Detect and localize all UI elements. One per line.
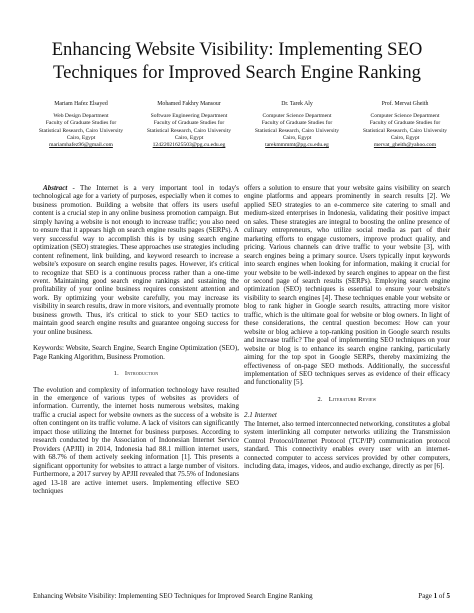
author-email-link[interactable]: 12422021625503@pg.cu.edu.eg <box>152 142 226 149</box>
section-number: 1. <box>113 370 119 378</box>
author-affiliation: Statistical Research, Cairo University <box>362 127 448 134</box>
paper-title <box>20 38 454 84</box>
page-label: Page <box>418 592 434 600</box>
author-1 <box>30 101 132 149</box>
author-dept: Software Engineering Department <box>150 113 228 120</box>
author-affiliation: Statistical Research, Cairo University <box>38 127 124 134</box>
title-line-1: Enhancing Website Visibility: Implementing SEO <box>51 39 423 60</box>
author-affiliation: Faculty of Graduate Studies for <box>369 120 441 127</box>
page-number <box>418 592 450 600</box>
page-of: of <box>437 592 447 600</box>
author-email-link[interactable]: mervat_gheith@yahoo.com <box>373 142 437 149</box>
author-location: Cairo, Egypt <box>390 134 420 141</box>
abstract-text: - The Internet is a very important tool in today's technological age for a variety of purposes, especially when it comes to business promotion. Building a website that offers its users useful content is a crucial step in any online business promotion campaign. But simply having a website is not enough to increase traffic; you also need to ensure that it appears high on search engine results pages (SERPs). A very successful way to accomplish this is by using search engine optimization (SEO) strategies. These approaches use strategies including content refinement, link building, and keyword research to increase a website's exposure on search engine results pages. However, it's critical to recognize that SEO is a continuous process rather than a one-time event. Maintaining good search engine rankings and sustaining the profitability of your online business requires consistent attention and work. By optimizing your website carefully, you may increase its visibility in search results, draw in more visitors, and eventually promote business growth. Thus, it's critical to stick to your SEO tactics to maintain good search engine results and guarantee ongoing success for your online business. <box>33 184 239 336</box>
abstract-paragraph <box>33 184 239 336</box>
author-name: Mariam Hafez Elsayed <box>54 101 108 107</box>
footer-title: Enhancing Website Visibility: Implementing SEO Techniques for Improved Search Engine Ranking <box>33 592 313 600</box>
author-email-link[interactable]: tarekmmmmt@pg.cu.edu.eg <box>265 142 329 149</box>
author-affiliation: Statistical Research, Cairo University <box>146 127 232 134</box>
internet-paragraph: The Internet, also termed interconnected networking, constitutes a global system interlinking all computer networks utilizing the Transmission Control Protocol/Internet Protocol (TCP/IP) communication protocol standard. This connectivity enables every user with an internet-connected computer to access services provided by other computers, including data, images, videos, and audio exchange, directly as per [6]. <box>244 419 450 471</box>
author-dept: Computer Science Department <box>370 113 440 120</box>
author-name: Mohamed Fakhry Mansour <box>157 101 221 107</box>
author-block <box>30 101 456 149</box>
section-title: Introduction <box>124 370 159 378</box>
subsection-heading-internet: 2.1 Internet <box>244 411 277 420</box>
section-heading-literature-review <box>244 396 450 404</box>
author-affiliation: Faculty of Graduate Studies for <box>261 120 333 127</box>
author-affiliation: Faculty of Graduate Studies for <box>45 120 117 127</box>
author-email-link[interactable]: mariamhafez96@gmail.com <box>49 142 113 149</box>
abstract-label: Abstract <box>43 184 68 192</box>
page-footer <box>33 592 450 600</box>
author-dept: Computer Science Department <box>262 113 332 120</box>
author-3 <box>246 101 348 149</box>
author-2 <box>138 101 240 149</box>
author-name: Prof. Mervat Gheith <box>381 101 429 107</box>
author-location: Cairo, Egypt <box>66 134 96 141</box>
title-line-2: Techniques for Improved Search Engine Ranking <box>53 62 421 83</box>
author-dept: Web Design Department <box>53 113 109 120</box>
introduction-paragraph: The evolution and complexity of information technology have resulted in the emergence of various types of websites as providers of information. Currently, the internet hosts numerous websites, making traffic a crucial aspect for website owners as the success of a website is often contingent on its traffic volume. A lack of visitors can significantly impact those utilizing the Internet for business purposes. According to research conducted by the Association of Indonesian Internet Service Providers (APJII) in 2014, Indonesia had 88.1 million internet users, with 68.7% of them actively seeking information [1]. This presents a significant opportunity for websites to attract a large number of visitors. Furthermore, a 2017 survey by APJII revealed that 75.5% of Indonesians aged 13-18 are active internet users. Implementing effective SEO techniques <box>33 385 239 495</box>
keywords: Keywords: Website, Search Engine, Search Engine Optimization (SEO), Page Ranking Algorithm, Business Promotion. <box>33 344 239 361</box>
right-column <box>244 184 450 471</box>
author-location: Cairo, Egypt <box>282 134 312 141</box>
introduction-continued-paragraph: offers a solution to ensure that your website gains visibility on search engine platforms and appears prominently in search results [2]. We applied SEO strategies to an e-commerce site catering to small and medium-sized enterprises in Indonesia, validating their positive impact on sales. These strategies are integral to boosting the online presence of culinary entrepreneurs, who utilize social media as part of their marketing efforts to engage customers, improve product quality, and pricing. Various channels can drive traffic to your website [3], with search engines being a primary source. Users typically input keywords into search engines when looking for information, making it crucial for your website to be well-indexed by search engines to appear on the first or second page of search results (SERPs). Employing search engine optimization (SEO) techniques is essential to ensure your website's visibility to search engines [4]. These techniques enable your website or blog to rank higher in Google search results, attracting more visitor traffic, which is the ultimate goal for website or blog owners. In light of these considerations, the central question becomes: How can your website or blog achieve a top-ranking position in Google search results and increase traffic? The goal of implementing SEO techniques on your website or blog is to enhance its search engine ranking, particularly aiming for the top spot in Google SERPs, thereby maximizing the effectiveness of on-page SEO methods. Additionally, the successful implementation of SEO techniques serves as evidence of their efficacy and functionality [5]. <box>244 184 450 387</box>
section-heading-introduction <box>33 370 239 378</box>
author-affiliation: Statistical Research, Cairo University <box>254 127 340 134</box>
author-affiliation: Faculty of Graduate Studies for <box>153 120 225 127</box>
author-name: Dr. Tarek Aly <box>281 101 313 107</box>
left-column <box>33 184 239 495</box>
total-pages: 5 <box>446 592 450 600</box>
section-number: 2. <box>317 395 323 403</box>
author-location: Cairo, Egypt <box>174 134 204 141</box>
current-page: 1 <box>433 592 438 600</box>
author-4 <box>354 101 456 149</box>
section-title: Literature Review <box>328 395 377 403</box>
